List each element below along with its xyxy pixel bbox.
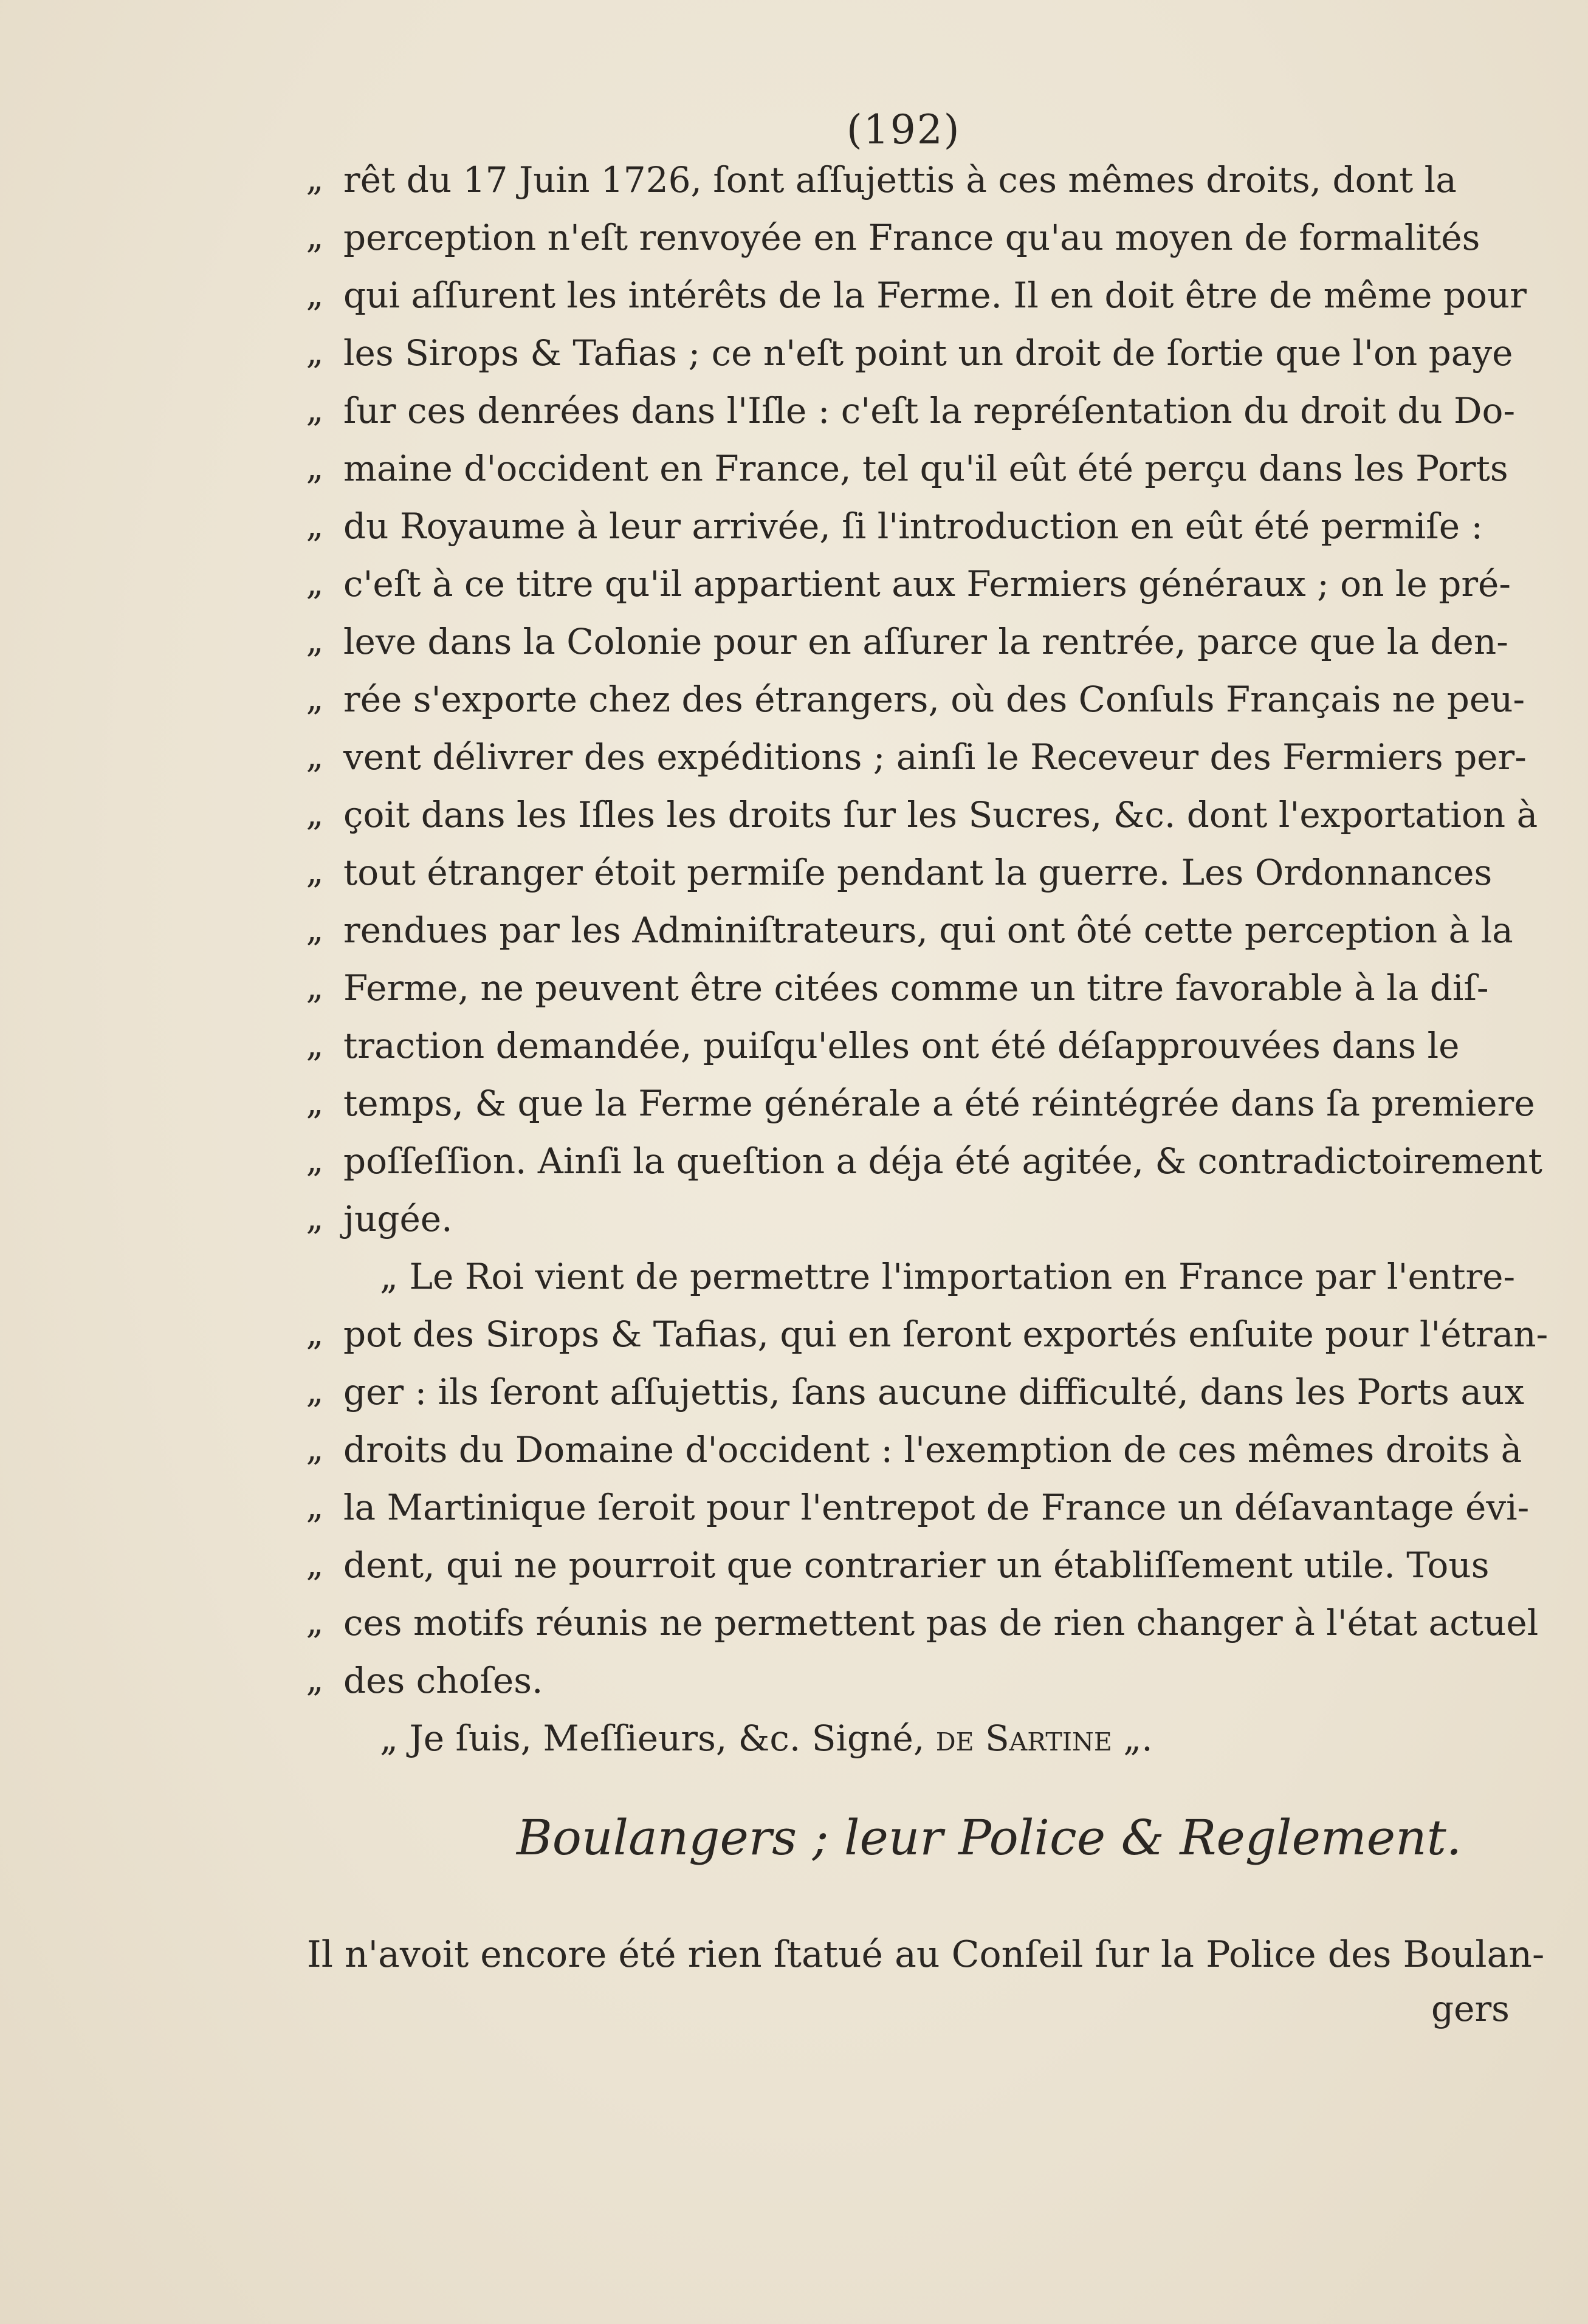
text-line: perception n'eſt renvoyée en France qu'au moyen de formalités (343, 217, 1480, 258)
quote-mark: „ (306, 1544, 324, 1584)
text-line: jugée. (343, 1198, 453, 1239)
text-line: tout étranger étoit permiſe pendant la guerre. Les Ordonnances (343, 852, 1493, 893)
quote-mark: „ (306, 275, 324, 314)
text-line: vent délivrer des expéditions ; ainſi le Receveur des Fermiers per- (343, 736, 1527, 778)
quote-mark: „ (306, 563, 324, 603)
quote-mark: „ (306, 967, 324, 1007)
text-line: du Royaume à leur arrivée, ſi l'introduction en eût été permiſe : (343, 506, 1483, 547)
text-line: droits du Domaine d'occident : l'exemption de ces mêmes droits à (343, 1429, 1522, 1470)
quote-mark: „ (306, 794, 324, 834)
quote-mark: „ (306, 1083, 324, 1122)
signoff-suffix: „. (1112, 1718, 1153, 1759)
body-text-line: Il n'avoit encore été rien ſtatué au Conſeil ſur la Police des Boulan- (307, 1933, 1545, 1976)
text-line: poſſeſſion. Ainſi la queſtion a déja été agitée, & contradictoirement (343, 1140, 1542, 1182)
quote-mark: „ (306, 1371, 324, 1411)
text-line: des choſes. (343, 1660, 543, 1701)
text-line: ger : ils ſeront aſſujettis, ſans aucune difficulté, dans les Ports aux (343, 1371, 1525, 1413)
quote-mark: „ (306, 910, 324, 949)
quote-mark: „ (306, 852, 324, 891)
quote-mark: „ (306, 1487, 324, 1526)
quote-mark: „ (306, 1198, 324, 1238)
text-line: rendues par les Adminiſtrateurs, qui ont ôté cette perception à la (343, 910, 1513, 951)
quote-mark: „ (306, 506, 324, 545)
text-line: pot des Sirops & Tafias, qui en ſeront exportés enſuite pour l'étran- (343, 1314, 1548, 1355)
quote-mark: „ (306, 1314, 324, 1353)
text-line: ſur ces denrées dans l'Iſle : c'eſt la repréſentation du droit du Do- (343, 390, 1516, 431)
quote-mark: „ (306, 448, 324, 487)
quote-mark: „ (306, 1140, 324, 1180)
signatory-name: de Sartine (935, 1718, 1112, 1759)
page-number: (192) (847, 106, 961, 153)
quote-mark: „ (306, 1025, 324, 1064)
text-line: Ferme, ne peuvent être citées comme un titre favorable à la diſ- (343, 967, 1489, 1009)
quote-mark: „ (306, 1602, 324, 1642)
text-line: les Sirops & Tafias ; ce n'eſt point un droit de ſortie que l'on paye (343, 332, 1513, 374)
text-line: maine d'occident en France, tel qu'il eût été perçu dans les Ports (343, 448, 1508, 489)
quote-mark: „ (306, 332, 324, 372)
quote-mark: „ (306, 679, 324, 718)
signoff-line (380, 1718, 1522, 1759)
text-line: çoit dans les Iſles les droits ſur les Sucres, &c. dont l'exportation à (343, 794, 1538, 835)
text-line: qui aſſurent les intérêts de la Ferme. Il en doit être de même pour (343, 275, 1527, 316)
quote-mark: „ (306, 159, 324, 199)
quote-mark: „ (306, 736, 324, 776)
text-line: ces motifs réunis ne permettent pas de rien changer à l'état actuel (343, 1602, 1539, 1644)
quote-mark: „ (306, 217, 324, 256)
quote-mark: „ (306, 390, 324, 430)
catchword: gers (1431, 1988, 1510, 2029)
text-line: rêt du 17 Juin 1726, ſont aſſujettis à ces mêmes droits, dont la (343, 159, 1457, 201)
quote-mark: „ (306, 621, 324, 660)
signoff-prefix: „ Je ſuis, Meſſieurs, &c. Signé, (380, 1718, 925, 1759)
text-line: temps, & que la Ferme générale a été réintégrée dans ſa premiere (343, 1083, 1535, 1124)
paragraph-opening-line: „ Le Roi vient de permettre l'importation en France par l'entre- (380, 1256, 1516, 1297)
text-line: la Martinique ſeroit pour l'entrepot de France un déſavantage évi- (343, 1487, 1530, 1528)
text-line: traction demandée, puiſqu'elles ont été déſapprouvées dans le (343, 1025, 1460, 1066)
quote-mark: „ (306, 1660, 324, 1699)
quote-mark: „ (306, 1429, 324, 1469)
section-heading: Boulangers ; leur Police & Reglement. (517, 1809, 1462, 1866)
text-line: dent, qui ne pourroit que contrarier un établiſſement utile. Tous (343, 1544, 1490, 1586)
text-line: leve dans la Colonie pour en aſſurer la rentrée, parce que la den- (343, 621, 1508, 662)
text-line: rée s'exporte chez des étrangers, où des Conſuls Français ne peu- (343, 679, 1525, 720)
text-line: c'eſt à ce titre qu'il appartient aux Fermiers généraux ; on le pré- (343, 563, 1511, 605)
